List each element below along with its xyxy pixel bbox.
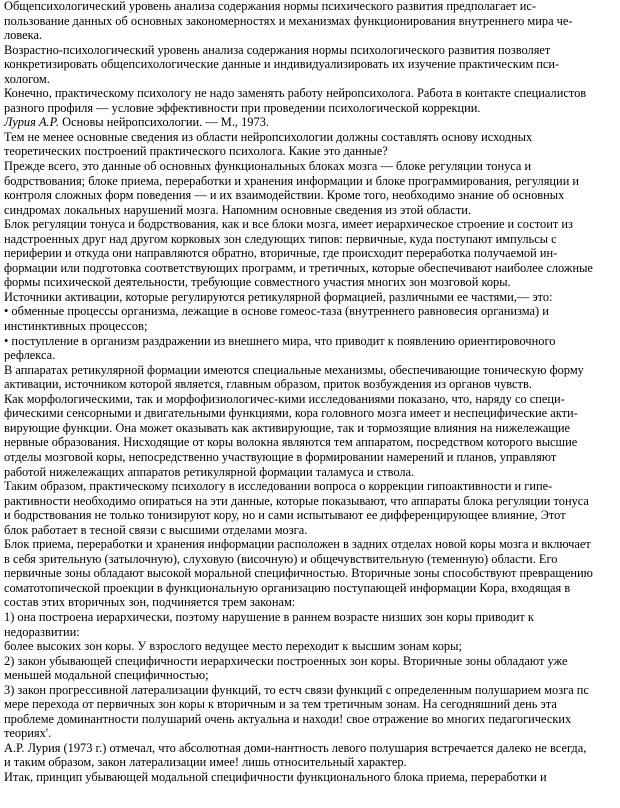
text-line: более высоких зон коры. У взрослого ведущее место переходит к высшим зонам коры; bbox=[4, 639, 462, 654]
text-line: фическими сенсорными и двигательными функциями, кора головного мозга имеет и неспецифические акти- bbox=[4, 406, 578, 421]
text-line: рактивности необходимо опираться на эти данные, которые показывают, что аппараты блока регуляции тонуса bbox=[4, 493, 589, 508]
text-line: Тем не менее основные сведения из области нейропсихологии должны составлять основу исходных bbox=[4, 129, 533, 144]
text-line: синдромах локальных нарушений мозга. Напомним основные сведения из этой области. bbox=[4, 202, 472, 217]
text-line: А.Р. Лурия (1973 г.) отмечал, что абсолютная доми-нантность левого полушария встречается далеко не всегда, bbox=[4, 740, 587, 755]
text-line: пользование данных об основных закономерностях и механизмах функционирования внутреннего мира че- bbox=[4, 13, 573, 28]
text-line: периферии и откуда они направляются обратно, вторичные, где происходит переработка получаемой ин- bbox=[4, 246, 558, 261]
text-line: теоретических построений практического психолога. Какие это данные? bbox=[4, 144, 388, 159]
text-line: отделы мозговой коры, непосредственно участвующие в формировании намерений и планов, управляют bbox=[4, 449, 557, 464]
text-line: соматотопической проекции в функциональную организацию поступающей информации Кора, входящая в bbox=[4, 580, 571, 595]
text-line: активации, источником которой является, главным образом, приток возбуждения из органов чувств. bbox=[4, 377, 532, 392]
text-line: недоразвитии: bbox=[4, 624, 80, 639]
text-line: работой нижележащих аппаратов ретикулярной формации таламуса и ствола. bbox=[4, 464, 415, 479]
text-line: проблеме доминантности полушарий очень актуальна и находи! свое отражение во многих педагогических bbox=[4, 711, 572, 726]
text-line: В аппаратах ретикулярной формации имеются специальные механизмы, обеспечивающие тоническую форму bbox=[4, 362, 584, 377]
text-line: вирующие функции. Она может оказывать как активирующие, так и тормозящие влияния на нижележащие bbox=[4, 420, 570, 435]
list-item-line: 3) закон прогрессивной латерализации функций, то естч связи функций с определенным полушарием мозга пс bbox=[4, 682, 589, 697]
text-line: меньшей модальной специфичностью; bbox=[4, 668, 209, 683]
list-item-line: 2) закон убывающей специфичности иерархически построенных зон коры. Вторичные зоны обладают уже bbox=[4, 653, 568, 668]
text-line: Возрастно-психологический уровень анализа содержания нормы психологического развития позволяет bbox=[4, 42, 551, 57]
text-line: хологом. bbox=[4, 71, 50, 86]
citation-title: Основы нейропсихологии. — М., 1973. bbox=[59, 115, 269, 130]
text-line: Как морфологическими, так и морфофизиологичес-кими исследованиями показано, что, наряду со специ- bbox=[4, 391, 565, 406]
text-line: надстроенных друг над другом корковых зон следующих типов: первичные, куда поступают импульсы с bbox=[4, 231, 557, 246]
text-line: контроля сложных форм поведения — и их взаимодействии. Кроме того, необходимо знание об основных bbox=[4, 188, 565, 203]
text-line: мере перехода от первичных зон коры к вторичным и за тем третичным зонам. На сегодняшний день эта bbox=[4, 697, 557, 712]
text-line: Блок приема, переработки и хранения информации расположен в задних отделах новой коры мозга и включает bbox=[4, 537, 591, 552]
text-line: Конечно, практическому психологу не надо заменять работу нейропсихолога. Работа в контакте специалистов bbox=[4, 86, 587, 101]
text-line: формации или подготовка соответствующих программ, и третичных, которые обеспечивают наиболее сложные bbox=[4, 260, 593, 275]
bullet-line: • поступление в организм раздражении из внешнего мира, что приводит к появлению ориентировочного bbox=[4, 333, 556, 348]
list-item-line: 1) она построена иерархически, поэтому нарушение в раннем возрасте низших зон коры приводит к bbox=[4, 609, 534, 624]
text-line: Таким образом, практическому психологу в исследовании вопроса о коррекции гипоактивности и гипе- bbox=[4, 479, 553, 494]
text-line: и таким образом, закон латерализации имее! лишь относительный характер. bbox=[4, 755, 407, 770]
text-line: Источники активации, которые регулируются ретикулярной формацией, различными ее частями,— это: bbox=[4, 289, 553, 304]
text-line: нервные образования. Нисходящие от коры волокна являются тем аппаратом, посредством которого высшие bbox=[4, 435, 578, 450]
text-line: и бодрствования не только тонизируют кору, но и сами испытывают ее дифференцирующее влияние, Этот bbox=[4, 508, 566, 523]
text-line: Прежде всего, это данные об основных функциональных блоках мозга — блоке регуляции тонуса и bbox=[4, 159, 532, 174]
text-line: первичные зоны обладают высокой моральной специфичностью. Вторичные зоны способствуют превращению bbox=[4, 566, 593, 581]
text-line: конкретизировать общепсихологические данные и индивидуализировать их изучение практическим пси- bbox=[4, 57, 560, 72]
text-line: Блок регуляции тонуса и бодрствования, как и все блоки мозга, имеет иерархическое строение и состоит из bbox=[4, 217, 573, 232]
citation-author: Лурия А.Р. bbox=[4, 115, 60, 130]
text-line: рефлекса. bbox=[4, 348, 56, 363]
text-line: теориях'. bbox=[4, 726, 52, 741]
text-line: блок работает в тесной связи с высшими отделами мозга. bbox=[4, 522, 308, 537]
bullet-line: • обменные процессы организма, лежащие в основе гомеос-таза (внутреннего равновесия организма) и bbox=[4, 304, 549, 319]
document-text bbox=[4, 0, 614, 785]
text-line: ловека. bbox=[4, 28, 43, 43]
citation-line bbox=[4, 115, 614, 130]
text-line: формы психической деятельности, требующие совместного участия многих зон мозговой коры. bbox=[4, 275, 511, 290]
text-line: Общепсихологический уровень анализа содержания нормы психического развития предполагает ис- bbox=[4, 0, 537, 13]
text-line: в себя зрительную (затылочную), слуховую (височную) и общечувствительную (теменную) области. Его bbox=[4, 551, 558, 566]
text-line: Итак, принцип убывающей модальной специфичности функционального блока приема, переработки и bbox=[4, 769, 547, 784]
text-line: разного профиля — условие эффективности при проведении психологической коррекции. bbox=[4, 100, 481, 115]
text-line: бодрствования; блоке приема, переработки и хранения информации и блоке программирования, регуляции и bbox=[4, 173, 580, 188]
text-line: инстинктивных процессов; bbox=[4, 319, 148, 334]
text-line: состав этих вторичных зон, подчиняется трем законам: bbox=[4, 595, 296, 610]
